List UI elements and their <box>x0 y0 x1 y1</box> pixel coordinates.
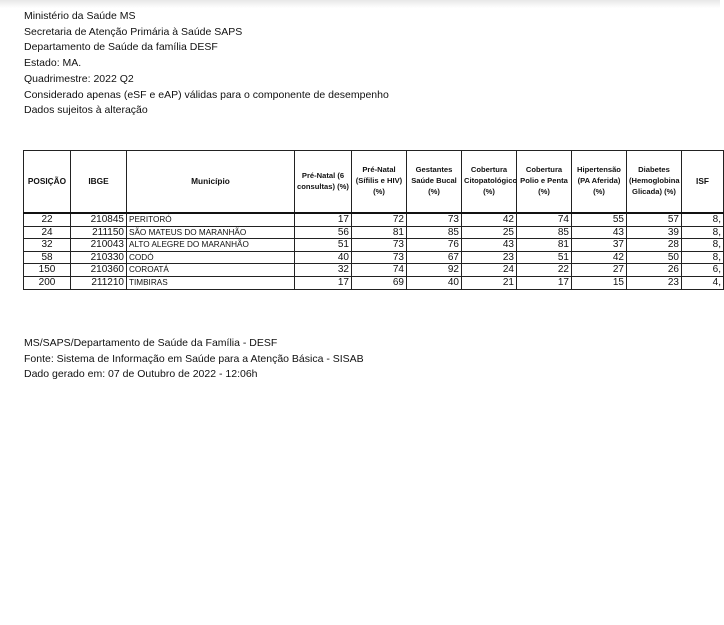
cell-prenatal-6: 32 <box>295 264 352 277</box>
cell-gestantes-saude-bucal: 67 <box>407 251 462 264</box>
cell-polio-penta: 85 <box>517 226 572 239</box>
col-header-ibge: IBGE <box>71 151 127 214</box>
cell-gestantes-saude-bucal: 85 <box>407 226 462 239</box>
cell-isf: 4, <box>682 276 724 289</box>
cell-municipio: SÃO MATEUS DO MARANHÃO <box>127 226 295 239</box>
cell-citopatologico: 21 <box>462 276 517 289</box>
cell-prenatal-6: 17 <box>295 276 352 289</box>
cell-polio-penta: 74 <box>517 213 572 226</box>
cell-municipio: PERITORÓ <box>127 213 295 226</box>
cell-posicao: 200 <box>24 276 71 289</box>
cell-hipertensao: 37 <box>572 239 627 252</box>
cell-polio-penta: 81 <box>517 239 572 252</box>
cell-polio-penta: 17 <box>517 276 572 289</box>
col-header-municipio: Município <box>127 151 295 214</box>
cell-prenatal-sifilis-hiv: 72 <box>352 213 407 226</box>
header-department: Departamento de Saúde da família DESF <box>24 41 218 54</box>
cell-prenatal-sifilis-hiv: 74 <box>352 264 407 277</box>
cell-citopatologico: 42 <box>462 213 517 226</box>
table-header-row <box>24 151 724 214</box>
col-header-polio-penta: Cobertura Polio e Penta (%) <box>517 151 572 214</box>
cell-ibge: 210845 <box>71 213 127 226</box>
col-header-citopatologico: Cobertura Citopatológico (%) <box>462 151 517 214</box>
table-row <box>24 239 724 252</box>
document-header <box>24 9 389 119</box>
header-ministry: Ministério da Saúde MS <box>24 10 136 22</box>
col-header-hipertensao: Hipertensão (PA Aferida) (%) <box>572 151 627 214</box>
cell-hipertensao: 27 <box>572 264 627 277</box>
cell-polio-penta: 22 <box>517 264 572 277</box>
cell-gestantes-saude-bucal: 73 <box>407 213 462 226</box>
cell-hipertensao: 43 <box>572 226 627 239</box>
cell-prenatal-6: 56 <box>295 226 352 239</box>
cell-diabetes: 28 <box>627 239 682 252</box>
table-row <box>24 226 724 239</box>
cell-citopatologico: 23 <box>462 251 517 264</box>
header-disclaimer: Dados sujeitos à alteração <box>24 104 148 117</box>
page-top-shadow <box>0 0 720 8</box>
cell-diabetes: 26 <box>627 264 682 277</box>
col-header-prenatal-sifilis-hiv: Pré-Natal (Sífilis e HIV) (%) <box>352 151 407 214</box>
cell-posicao: 24 <box>24 226 71 239</box>
cell-posicao: 150 <box>24 264 71 277</box>
cell-gestantes-saude-bucal: 92 <box>407 264 462 277</box>
cell-isf: 8, <box>682 239 724 252</box>
cell-prenatal-6: 40 <box>295 251 352 264</box>
header-scope-note: Considerado apenas (eSF e eAP) válidas para o componente de desempenho <box>24 88 389 101</box>
col-header-posicao: POSIÇÃO <box>24 151 71 214</box>
col-header-diabetes: Diabetes (Hemoglobina Glicada) (%) <box>627 151 682 214</box>
cell-ibge: 210330 <box>71 251 127 264</box>
header-state: Estado: MA. <box>24 57 82 70</box>
cell-posicao: 22 <box>24 213 71 226</box>
cell-posicao: 58 <box>24 251 71 264</box>
cell-prenatal-6: 17 <box>295 213 352 226</box>
cell-hipertensao: 55 <box>572 213 627 226</box>
cell-prenatal-sifilis-hiv: 73 <box>352 251 407 264</box>
table-row <box>24 276 724 289</box>
table-row <box>24 264 724 277</box>
table-row <box>24 251 724 264</box>
cell-citopatologico: 43 <box>462 239 517 252</box>
cell-isf: 8, <box>682 251 724 264</box>
cell-ibge: 210360 <box>71 264 127 277</box>
col-header-gestantes-saude-bucal: Gestantes Saúde Bucal (%) <box>407 151 462 214</box>
header-quadrimester: Quadrimestre: 2022 Q2 <box>24 72 134 85</box>
col-header-prenatal-6: Pré-Natal (6 consultas) (%) <box>295 151 352 214</box>
cell-prenatal-sifilis-hiv: 81 <box>352 226 407 239</box>
cell-municipio: TIMBIRAS <box>127 276 295 289</box>
cell-diabetes: 57 <box>627 213 682 226</box>
cell-diabetes: 23 <box>627 276 682 289</box>
col-header-isf: ISF <box>682 151 724 214</box>
cell-prenatal-sifilis-hiv: 73 <box>352 239 407 252</box>
cell-ibge: 211210 <box>71 276 127 289</box>
indicators-table-wrapper <box>23 150 721 288</box>
cell-gestantes-saude-bucal: 40 <box>407 276 462 289</box>
document-footer <box>24 336 364 383</box>
cell-hipertensao: 15 <box>572 276 627 289</box>
footer-department: MS/SAPS/Departamento de Saúde da Família - DESF <box>24 337 278 349</box>
cell-gestantes-saude-bucal: 76 <box>407 239 462 252</box>
cell-isf: 8, <box>682 226 724 239</box>
footer-source: Fonte: Sistema de Informação em Saúde para a Atenção Básica - SISAB <box>24 352 364 365</box>
header-secretariat: Secretaria de Atenção Primária à Saúde SAPS <box>24 25 243 38</box>
table-row <box>24 213 724 226</box>
cell-municipio: CODÓ <box>127 251 295 264</box>
footer-generated-date: Dado gerado em: 07 de Outubro de 2022 - 12:06h <box>24 368 258 381</box>
cell-polio-penta: 51 <box>517 251 572 264</box>
cell-ibge: 210043 <box>71 239 127 252</box>
cell-isf: 8, <box>682 213 724 226</box>
cell-prenatal-6: 51 <box>295 239 352 252</box>
cell-municipio: ALTO ALEGRE DO MARANHÃO <box>127 239 295 252</box>
cell-diabetes: 50 <box>627 251 682 264</box>
indicators-table <box>23 150 724 290</box>
cell-citopatologico: 24 <box>462 264 517 277</box>
cell-citopatologico: 25 <box>462 226 517 239</box>
cell-diabetes: 39 <box>627 226 682 239</box>
cell-municipio: COROATÁ <box>127 264 295 277</box>
cell-hipertensao: 42 <box>572 251 627 264</box>
cell-ibge: 211150 <box>71 226 127 239</box>
cell-posicao: 32 <box>24 239 71 252</box>
cell-isf: 6, <box>682 264 724 277</box>
cell-prenatal-sifilis-hiv: 69 <box>352 276 407 289</box>
